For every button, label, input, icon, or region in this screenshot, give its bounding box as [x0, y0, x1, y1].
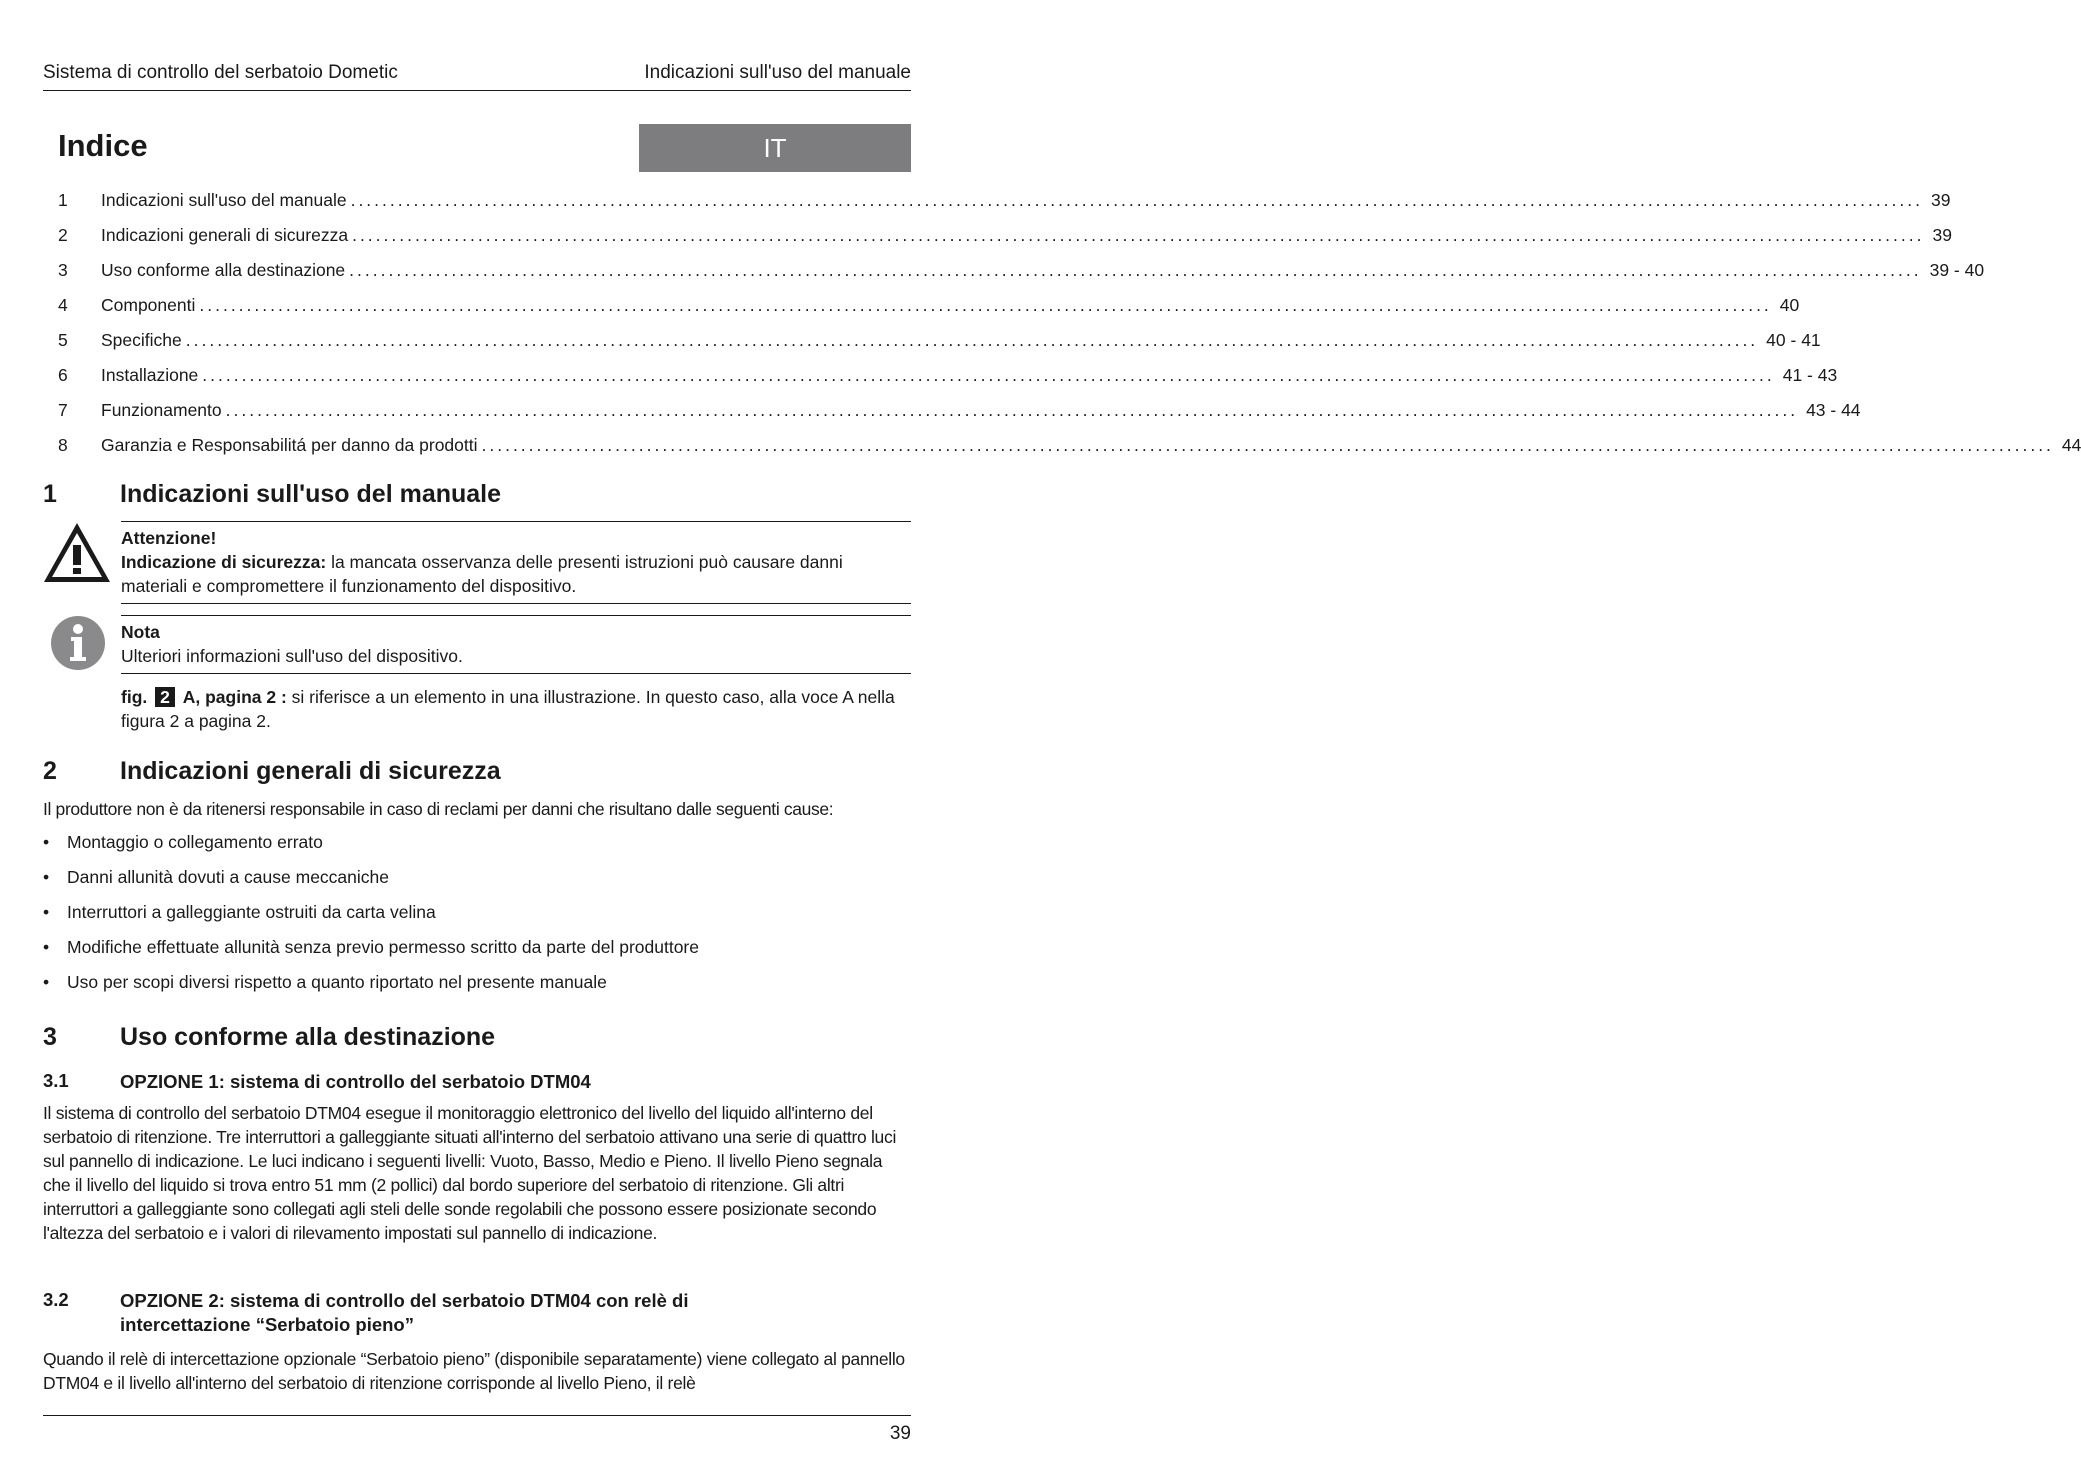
- list-item-text: Danni allunità dovuti a cause meccaniche: [67, 867, 389, 887]
- toc-entry[interactable]: [58, 323, 1821, 358]
- toc-leader-dots: ........................................................................................................................................................................................................: [352, 225, 1925, 245]
- subsection-3-2-text: Quando il relè di intercettazione opzionale “Serbatoio pieno” (disponibile separatamente) viene collegato al pannello DTM04 e il livello all'interno del serbatoio di ritenzione corrisponde al livello Pieno, il relè: [43, 1349, 905, 1393]
- toc-leader-dots: ........................................................................................................................................................................................................: [199, 295, 1772, 315]
- toc-entry-page: 39 - 40: [1929, 260, 1985, 280]
- language-tab-label: IT: [763, 132, 787, 163]
- toc-entry-label: Specifiche: [101, 330, 182, 350]
- toc-entry-number: 4: [58, 295, 68, 315]
- page-number: 39: [889, 1423, 911, 1444]
- toc-leader-dots: ........................................................................................................................................................................................................: [185, 330, 1759, 350]
- info-icon: [50, 615, 106, 671]
- table-of-contents: [58, 183, 2081, 463]
- toc-entry[interactable]: [58, 253, 1985, 288]
- list-item: • Danni allunità dovuti a cause meccaniche: [43, 867, 389, 887]
- toc-entry-page: 39: [1932, 225, 1952, 245]
- toc-entry-label: Installazione: [101, 365, 199, 385]
- section-2-intro: Il produttore non è da ritenersi responsabile in caso di reclami per danni che risultano dalle seguenti cause:: [43, 799, 834, 819]
- toc-entry-label: Componenti: [101, 295, 196, 315]
- toc-entry[interactable]: [58, 393, 1861, 428]
- warning-top-rule: [121, 521, 911, 522]
- section-number: 3: [43, 1023, 57, 1051]
- subsection-number: 3.2: [43, 1289, 69, 1310]
- fig-ref-text: si riferisce a un elemento in una illustrazione. In questo caso, alla voce A nella figura 2 a pagina 2.: [121, 687, 895, 731]
- warning-heading: Attenzione!: [121, 528, 217, 548]
- list-item-text: Uso per scopi diversi rispetto a quanto riportato nel presente manuale: [67, 972, 607, 992]
- toc-leader-dots: ........................................................................................................................................................................................................: [225, 400, 1799, 420]
- toc-entry-label: Funzionamento: [101, 400, 222, 420]
- warning-lead: Indicazione di sicurezza:: [121, 552, 327, 572]
- list-item-text: Interruttori a galleggiante ostruiti da carta velina: [67, 902, 436, 922]
- toc-entry-page: 43 - 44: [1806, 400, 1861, 420]
- toc-entry-number: 2: [58, 225, 68, 245]
- toc-entry-number: 1: [58, 190, 68, 210]
- list-item: • Modifiche effettuate allunità senza previo permesso scritto da parte del produttore: [43, 937, 699, 957]
- section-number: 2: [43, 757, 57, 785]
- header-rule: [43, 90, 911, 91]
- toc-entry-page: 39: [1931, 190, 1951, 210]
- list-item: • Montaggio o collegamento errato: [43, 832, 323, 852]
- figure-number-badge: 2: [155, 687, 175, 707]
- toc-title: Indice: [58, 128, 148, 163]
- toc-entry-page: 40: [1779, 295, 1800, 315]
- subsection-3-1-heading: [43, 1070, 843, 1094]
- note-block: [121, 620, 911, 668]
- running-header-section: Indicazioni sull'uso del manuale: [644, 62, 911, 83]
- list-item: • Uso per scopi diversi rispetto a quanto riportato nel presente manuale: [43, 972, 607, 992]
- list-item-text: Montaggio o collegamento errato: [67, 832, 323, 852]
- footer-rule: [43, 1415, 911, 1416]
- section-1-heading: [43, 480, 843, 510]
- section-title: Uso conforme alla destinazione: [120, 1023, 496, 1051]
- subsection-title-line-1: OPZIONE 2: sistema di controllo del serbatoio DTM04 con relè di: [120, 1290, 689, 1311]
- toc-entry-label: Indicazioni generali di sicurezza: [101, 225, 349, 245]
- toc-entry-label: Uso conforme alla destinazione: [101, 260, 346, 280]
- warning-bottom-rule: [121, 603, 911, 604]
- toc-entry-page: 44: [2061, 435, 2081, 455]
- toc-entry[interactable]: [58, 218, 1952, 253]
- subsection-title-line-2: intercettazione “Serbatoio pieno”: [120, 1314, 414, 1335]
- running-header-title: Sistema di controllo del serbatoio Dometic: [43, 62, 398, 83]
- toc-leader-dots: ........................................................................................................................................................................................................: [202, 365, 1775, 385]
- cause-list: [43, 832, 893, 1007]
- warning-block: [121, 526, 911, 598]
- subsection-3-2-heading: [43, 1289, 843, 1337]
- section-title: Indicazioni sull'uso del manuale: [120, 480, 502, 508]
- subsection-title: OPZIONE 1: sistema di controllo del serbatoio DTM04: [120, 1071, 591, 1092]
- toc-entry[interactable]: [58, 428, 2081, 463]
- note-text: Ulteriori informazioni sull'uso del dispositivo.: [121, 646, 463, 666]
- note-top-rule: [121, 615, 911, 616]
- toc-leader-dots: ........................................................................................................................................................................................................: [350, 190, 1923, 210]
- toc-entry-number: 8: [58, 435, 68, 455]
- list-item: • Interruttori a galleggiante ostruiti da carta velina: [43, 902, 436, 922]
- language-tab: [639, 124, 911, 172]
- section-3-heading: [43, 1023, 843, 1053]
- subsection-number: 3.1: [43, 1070, 69, 1091]
- subsection-3-1-text: Il sistema di controllo del serbatoio DTM04 esegue il monitoraggio elettronico del livello del liquido all'interno del serbatoio di ritenzione. Tre interruttori a galleggiante situati all'interno del serbatoio attivano una serie di quattro luci sul pannello di indicazione. Le luci indicano i seguenti livelli: Vuoto, Basso, Medio e Pieno. Il livello Pieno segnala che il livello del liquido si trova entro 51 mm (2 pollici) dal bordo superiore del serbatoio di ritenzione. Gli altri interruttori a galleggiante sono collegati agli steli delle sonde regolabili che possono essere posizionate secondo l'altezza del serbatoio e i valori di rilevamento impostati sul pannello di indicazione.: [43, 1103, 897, 1243]
- toc-entry[interactable]: [58, 358, 1838, 393]
- toc-entry-number: 6: [58, 365, 68, 385]
- toc-entry-number: 3: [58, 260, 68, 280]
- note-heading: Nota: [121, 622, 160, 642]
- warning-body: [121, 550, 911, 598]
- fig-prefix: fig.: [121, 687, 148, 707]
- toc-entry-number: 5: [58, 330, 68, 350]
- section-title: Indicazioni generali di sicurezza: [120, 757, 501, 785]
- toc-entry-page: 40 - 41: [1766, 330, 1821, 350]
- section-number: 1: [43, 480, 57, 508]
- toc-entry-label: Indicazioni sull'uso del manuale: [101, 190, 347, 210]
- toc-entry[interactable]: [58, 183, 1951, 218]
- figure-reference-explanation: [121, 685, 911, 733]
- list-item-text: Modifiche effettuate allunità senza previo permesso scritto da parte del produttore: [67, 937, 699, 957]
- fig-ref-bold: A, pagina 2 :: [182, 687, 287, 707]
- warning-triangle-icon: [42, 521, 112, 585]
- toc-entry-number: 7: [58, 400, 68, 420]
- warning-text: la mancata osservanza delle presenti istruzioni può causare danni materiali e compromettere il funzionamento del dispositivo.: [121, 552, 843, 596]
- toc-entry-page: 41 - 43: [1782, 365, 1838, 385]
- section-2-heading: [43, 757, 843, 787]
- toc-entry[interactable]: [58, 288, 1800, 323]
- toc-entry-label: Garanzia e Responsabilitá per danno da prodotti: [101, 435, 478, 455]
- note-bottom-rule: [121, 673, 911, 674]
- toc-leader-dots: ........................................................................................................................................................................................................: [349, 260, 1922, 280]
- toc-leader-dots: ........................................................................................................................................................................................................: [481, 435, 2054, 455]
